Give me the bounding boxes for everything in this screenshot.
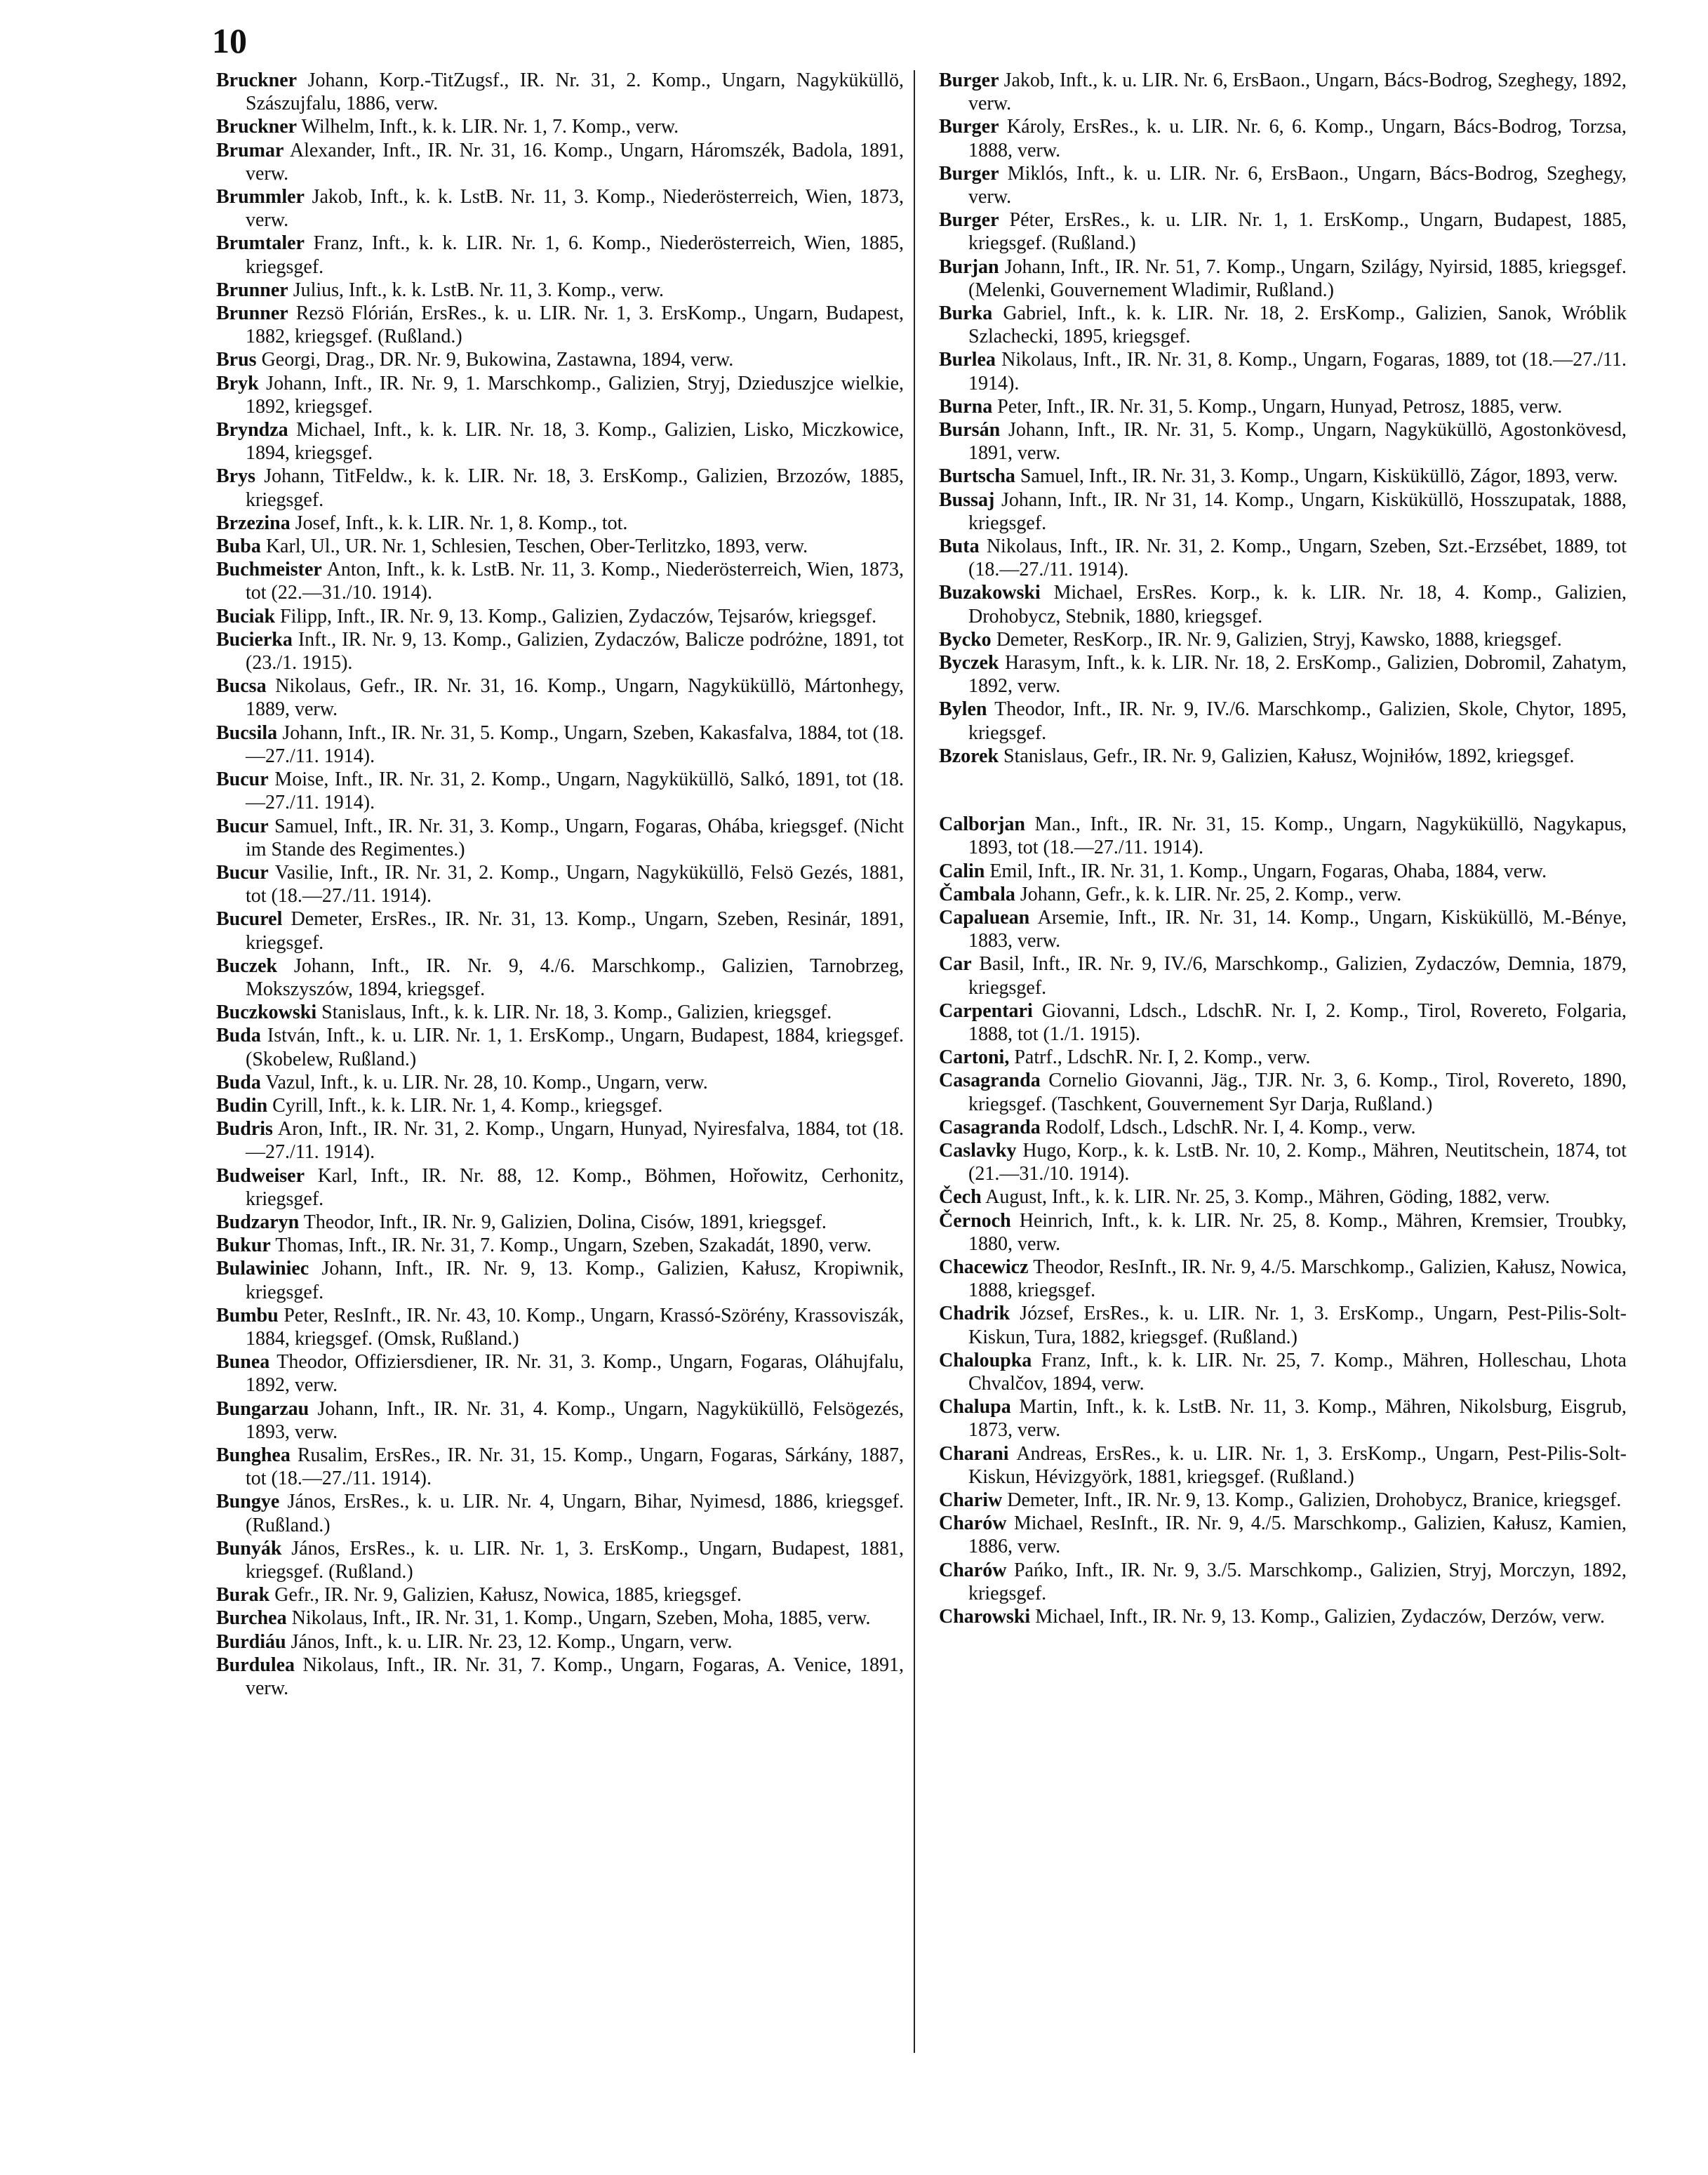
- entry-surname: Chacewicz: [939, 1256, 1029, 1278]
- entry-details: Giovanni, Ldsch., LdschR. Nr. I, 2. Komp., Tirol, Rovereto, Folgaria, 1888, tot (1./1. 1915).: [968, 999, 1627, 1045]
- entry-surname: Charów: [939, 1512, 1007, 1535]
- register-entry: [216, 232, 904, 278]
- entry-details: Johann, Inft., IR. Nr. 9, 13. Komp., Galizien, Kałusz, Kropiwnik, kriegsgef.: [246, 1258, 905, 1303]
- entry-details: Thomas, Inft., IR. Nr. 31, 7. Komp., Ungarn, Szeben, Szakadát, 1890, verw.: [275, 1235, 872, 1257]
- entry-surname: Burka: [939, 302, 993, 325]
- entry-surname: Bucurel: [216, 908, 283, 931]
- register-entry: [939, 1116, 1627, 1139]
- entry-surname: Černoch: [939, 1209, 1011, 1232]
- register-entry: [939, 1395, 1627, 1442]
- entry-details: Miklós, Inft., k. u. LIR. Nr. 6, ErsBaon., Ungarn, Bács-Bodrog, Szeghegy, verw.: [968, 162, 1627, 208]
- entry-surname: Charowski: [939, 1606, 1031, 1628]
- register-entry: [216, 1537, 904, 1583]
- entry-details: Demeter, Inft., IR. Nr. 9, 13. Komp., Galizien, Drohobycz, Branice, kriegsgef.: [1007, 1489, 1622, 1511]
- entry-details: Demeter, ErsRes., IR. Nr. 31, 13. Komp., Ungarn, Szeben, Resinár, 1891, kriegsgef.: [246, 908, 905, 954]
- register-entry: [216, 1630, 904, 1654]
- register-entry: [216, 1024, 904, 1070]
- entry-surname: Bussaj: [939, 488, 995, 511]
- entry-surname: Burger: [939, 116, 999, 138]
- entry-surname: Bukur: [216, 1235, 271, 1257]
- entry-surname: Casagranda: [939, 1070, 1041, 1092]
- register-entry: [939, 69, 1627, 115]
- register-entry: [939, 208, 1627, 255]
- register-entry: [216, 1654, 904, 1700]
- entry-surname: Budweiser: [216, 1164, 305, 1187]
- entry-details: Samuel, Inft., IR. Nr. 31, 3. Komp., Ungarn, Fogaras, Ohába, kriegsgef. (Nicht im Stande des Regimentes.): [246, 815, 904, 860]
- register-entry: [939, 418, 1627, 465]
- register-entry: [216, 768, 904, 814]
- register-entry: [216, 535, 904, 558]
- entry-details: Hugo, Korp., k. k. LstB. Nr. 10, 2. Komp., Mähren, Neutitschein, 1874, tot (21.—31./10. 1914).: [968, 1139, 1627, 1185]
- entry-details: Inft., IR. Nr. 9, 13. Komp., Galizien, Zydaczów, Balicze podróżne, 1891, tot (23./1. 1915).: [246, 628, 904, 674]
- entry-surname: Buda: [216, 1025, 261, 1047]
- register-entry: [216, 418, 904, 465]
- entry-surname: Bucierka: [216, 628, 293, 651]
- register-entry: [939, 906, 1627, 952]
- register-entry: [939, 348, 1627, 394]
- register-entry: [939, 1559, 1627, 1605]
- entry-surname: Burger: [939, 69, 999, 91]
- entry-surname: Brunner: [216, 279, 288, 301]
- entry-surname: Buciak: [216, 605, 276, 627]
- register-entry: [939, 745, 1627, 768]
- register-entry: [939, 1069, 1627, 1115]
- entry-details: Nikolaus, Inft., IR. Nr. 31, 7. Komp., Ungarn, Fogaras, A. Venice, 1891, verw.: [246, 1654, 905, 1700]
- entry-surname: Charani: [939, 1442, 1009, 1465]
- entry-details: Moise, Inft., IR. Nr. 31, 2. Komp., Ungarn, Nagyküküllö, Salkó, 1891, tot (18.—27./11. 1914).: [246, 769, 904, 814]
- entry-details: Johann, Inft., IR. Nr. 31, 5. Komp., Ungarn, Szeben, Kakasfalva, 1884, tot (18.—27./11. 1914).: [246, 721, 905, 767]
- entry-surname: Bursán: [939, 419, 1001, 441]
- entry-surname: Buchmeister: [216, 559, 322, 581]
- register-entry: [939, 1512, 1627, 1558]
- entry-surname: Bungye: [216, 1491, 280, 1513]
- entry-surname: Bycko: [939, 628, 992, 651]
- entry-surname: Bruckner: [216, 69, 298, 91]
- entry-surname: Buczkowski: [216, 1002, 317, 1024]
- entry-details: János, ErsRes., k. u. LIR. Nr. 4, Ungarn, Bihar, Nyimesd, 1886, kriegsgef. (Rußland.): [246, 1491, 904, 1536]
- register-entry: [216, 861, 904, 907]
- entry-surname: Calin: [939, 860, 985, 882]
- entry-surname: Bunyák: [216, 1537, 282, 1559]
- register-entry: [216, 558, 904, 604]
- entry-surname: Bucsa: [216, 675, 267, 698]
- entry-surname: Bzorek: [939, 745, 999, 767]
- entry-details: Julius, Inft., k. k. LstB. Nr. 11, 3. Komp., verw.: [293, 279, 665, 301]
- entry-details: Johann, Inft., IR. Nr. 31, 4. Komp., Ungarn, Nagyküküllö, Felsögezés, 1893, verw.: [246, 1397, 904, 1443]
- entry-details: Stanislaus, Gefr., IR. Nr. 9, Galizien, Kałusz, Wojniłów, 1892, kriegsgef.: [1003, 745, 1575, 767]
- register-entry: [216, 1211, 904, 1234]
- column-divider: [914, 70, 915, 2053]
- entry-details: Martin, Inft., k. k. LstB. Nr. 11, 3. Komp., Mähren, Nikolsburg, Eisgrub, 1873, verw.: [968, 1396, 1627, 1442]
- entry-details: Johann, Inft., IR. Nr. 31, 5. Komp., Ungarn, Nagyküküllö, Agostonkövesd, 1891, verw.: [968, 419, 1627, 465]
- register-entry: [216, 1444, 904, 1490]
- entry-details: Nikolaus, Gefr., IR. Nr. 31, 16. Komp., Ungarn, Nagyküküllö, Mártonhegy, 1889, verw.: [246, 675, 905, 721]
- register-entry: [216, 69, 904, 115]
- right-column: [939, 69, 1627, 1628]
- register-entry: [216, 185, 904, 232]
- entry-surname: Brzezina: [216, 512, 291, 534]
- entry-surname: Buba: [216, 536, 261, 558]
- entry-surname: Bryk: [216, 372, 259, 394]
- register-entry: [939, 115, 1627, 161]
- entry-surname: Byczek: [939, 652, 999, 674]
- entry-surname: Brunner: [216, 302, 288, 325]
- register-entry: [939, 488, 1627, 535]
- register-entry: [216, 1117, 904, 1164]
- entry-surname: Čech: [939, 1186, 982, 1209]
- entry-details: Cornelio Giovanni, Jäg., TJR. Nr. 3, 6. Komp., Tirol, Rovereto, 1890, kriegsgef. (Taschkent, Gouvernement Syr Darja, Rußland.): [968, 1070, 1627, 1115]
- register-entry: [216, 1071, 904, 1094]
- entry-surname: Carpentari: [939, 999, 1033, 1022]
- register-entry: [939, 1139, 1627, 1185]
- entry-surname: Caslavky: [939, 1139, 1017, 1162]
- entry-details: Georgi, Drag., DR. Nr. 9, Bukowina, Zastawna, 1894, verw.: [261, 349, 734, 371]
- register-entry: [939, 1302, 1627, 1348]
- register-entry: [216, 1164, 904, 1211]
- entry-details: Theodor, ResInft., IR. Nr. 9, 4./5. Marschkomp., Galizien, Kałusz, Nowica, 1888, kriegsgef.: [968, 1256, 1627, 1302]
- entry-details: Theodor, Offiziersdiener, IR. Nr. 31, 3. Komp., Ungarn, Fogaras, Oláhujfalu, 1892, verw.: [246, 1351, 904, 1397]
- entry-details: Alexander, Inft., IR. Nr. 31, 16. Komp., Ungarn, Háromszék, Badola, 1891, verw.: [246, 139, 904, 185]
- entry-details: Michael, ResInft., IR. Nr. 9, 4./5. Marschkomp., Galizien, Kałusz, Kamien, 1886, verw.: [968, 1512, 1627, 1558]
- register-entry: [216, 1257, 904, 1303]
- entry-details: Jakob, Inft., k. u. LIR. Nr. 6, ErsBaon., Ungarn, Bács-Bodrog, Szeghegy, 1892, verw.: [968, 69, 1627, 115]
- register-entry: [939, 1256, 1627, 1302]
- entry-details: Harasym, Inft., k. k. LIR. Nr. 18, 2. ErsKomp., Galizien, Dobromil, Zahatym, 1892, verw.: [968, 652, 1627, 698]
- entry-surname: Bruckner: [216, 116, 298, 138]
- entry-details: Pańko, Inft., IR. Nr. 9, 3./5. Marschkomp., Galizien, Stryj, Morczyn, 1892, kriegsgef.: [968, 1559, 1627, 1604]
- entry-surname: Brys: [216, 465, 255, 488]
- page-number: 10: [212, 21, 247, 60]
- register-entry: [939, 395, 1627, 418]
- entry-details: Michael, Inft., k. k. LIR. Nr. 18, 3. Komp., Galizien, Lisko, Miczkowice, 1894, kriegsgef.: [246, 419, 904, 465]
- register-entry: [939, 302, 1627, 348]
- entry-details: Basil, Inft., IR. Nr. 9, IV./6, Marschkomp., Galizien, Zydaczów, Demnia, 1879, kriegsgef.: [968, 953, 1627, 999]
- entry-details: János, ErsRes., k. u. LIR. Nr. 1, 3. ErsKomp., Ungarn, Budapest, 1881, kriegsgef. (Rußland.): [246, 1537, 905, 1583]
- entry-details: Károly, ErsRes., k. u. LIR. Nr. 6, 6. Komp., Ungarn, Bács-Bodrog, Torzsa, 1888, verw.: [968, 116, 1627, 161]
- register-entry: [939, 255, 1627, 302]
- entry-surname: Burger: [939, 209, 999, 232]
- register-entry: [216, 1607, 904, 1630]
- entry-surname: Buta: [939, 536, 980, 558]
- entry-details: Rodolf, Ldsch., LdschR. Nr. I, 4. Komp., verw.: [1045, 1116, 1416, 1138]
- entry-details: Emil, Inft., IR. Nr. 31, 1. Komp., Ungarn, Fogaras, Ohaba, 1884, verw.: [989, 860, 1547, 882]
- entry-details: Demeter, ResKorp., IR. Nr. 9, Galizien, Stryj, Kawsko, 1888, kriegsgef.: [996, 628, 1562, 651]
- entry-surname: Bucsila: [216, 721, 278, 744]
- entry-surname: Bucur: [216, 861, 269, 884]
- entry-details: Rusalim, ErsRes., IR. Nr. 31, 15. Komp., Ungarn, Fogaras, Sárkány, 1887, tot (18.—27./11. 1914).: [246, 1444, 905, 1490]
- register-entry: [939, 1442, 1627, 1489]
- entry-surname: Burdulea: [216, 1654, 295, 1676]
- entry-surname: Charów: [939, 1559, 1007, 1581]
- entry-surname: Burlea: [939, 349, 996, 371]
- register-entry: [939, 1489, 1627, 1512]
- register-entry: [939, 465, 1627, 488]
- entry-surname: Calborjan: [939, 813, 1025, 836]
- entry-surname: Budris: [216, 1118, 273, 1140]
- register-entry: [216, 372, 904, 418]
- entry-surname: Buda: [216, 1071, 261, 1093]
- register-entry: [939, 1185, 1627, 1209]
- entry-surname: Brumar: [216, 139, 284, 161]
- entry-details: Michael, Inft., IR. Nr. 9, 13. Komp., Galizien, Zydaczów, Derzów, verw.: [1035, 1606, 1605, 1628]
- register-entry: [939, 581, 1627, 627]
- register-entry: [216, 955, 904, 1001]
- entry-details: Michael, ErsRes. Korp., k. k. LIR. Nr. 18, 4. Komp., Galizien, Drohobycz, Stebnik, 1880, kriegsgef.: [968, 582, 1627, 627]
- entry-details: Stanislaus, Inft., k. k. LIR. Nr. 18, 3. Komp., Galizien, kriegsgef.: [321, 1002, 832, 1024]
- register-entry: [216, 465, 904, 511]
- entry-details: Theodor, Inft., IR. Nr. 9, IV./6. Marschkomp., Galizien, Skole, Chytor, 1895, kriegsgef.: [968, 698, 1627, 744]
- entry-details: Aron, Inft., IR. Nr. 31, 2. Komp., Ungarn, Hunyad, Nyiresfalva, 1884, tot (18.—27./11. 1914).: [246, 1118, 904, 1164]
- entry-details: Nikolaus, Inft., IR. Nr. 31, 2. Komp., Ungarn, Szeben, Szt.-Erzsébet, 1889, tot (18.—27./11. 1914).: [968, 536, 1627, 581]
- entry-details: Karl, Ul., UR. Nr. 1, Schlesien, Teschen, Ober-Terlitzko, 1893, verw.: [265, 536, 808, 558]
- entry-details: Heinrich, Inft., k. k. LIR. Nr. 25, 8. Komp., Mähren, Kremsier, Troubky, 1880, verw.: [968, 1209, 1627, 1255]
- entry-details: Peter, Inft., IR. Nr. 31, 5. Komp., Ungarn, Hunyad, Petrosz, 1885, verw.: [997, 395, 1563, 418]
- entry-surname: Burtscha: [939, 465, 1015, 488]
- entry-surname: Capaluean: [939, 906, 1030, 929]
- entry-details: János, Inft., k. u. LIR. Nr. 23, 12. Komp., Ungarn, verw.: [291, 1630, 733, 1653]
- entry-details: Péter, ErsRes., k. u. LIR. Nr. 1, 1. ErsKomp., Ungarn, Budapest, 1885, kriegsgef. (Rußland.): [968, 209, 1627, 255]
- register-entry: [216, 628, 904, 674]
- entry-details: August, Inft., k. k. LIR. Nr. 25, 3. Komp., Mähren, Göding, 1882, verw.: [985, 1186, 1550, 1209]
- entry-details: Johann, Inft., IR. Nr 31, 14. Komp., Ungarn, Kisküküllö, Hosszupatak, 1888, kriegsgef.: [968, 488, 1627, 534]
- entry-details: Karl, Inft., IR. Nr. 88, 12. Komp., Böhmen, Hořowitz, Cerhonitz, kriegsgef.: [246, 1164, 905, 1210]
- entries-c-section: [939, 813, 1627, 1628]
- register-entry: [216, 674, 904, 721]
- register-entry: [939, 162, 1627, 208]
- entries-b-section: [939, 69, 1627, 768]
- register-entry: [216, 302, 904, 348]
- register-entry: [216, 721, 904, 768]
- register-entry: [939, 651, 1627, 698]
- entry-details: József, ErsRes., k. u. LIR. Nr. 1, 3. ErsKomp., Ungarn, Pest-Pilis-Solt-Kiskun, Tura, 1882, kriegsgef. (Rußland.): [968, 1303, 1627, 1348]
- entry-details: Peter, ResInft., IR. Nr. 43, 10. Komp., Ungarn, Krassó-Szörény, Krassoviszák, 1884, kriegsgef. (Omsk, Rußland.): [246, 1304, 905, 1350]
- register-entry: [216, 1490, 904, 1536]
- entry-details: Rezsö Flórián, ErsRes., k. u. LIR. Nr. 1, 3. ErsKomp., Ungarn, Budapest, 1882, kriegsgef. (Rußland.): [246, 302, 904, 348]
- entry-details: Johann, TitFeldw., k. k. LIR. Nr. 18, 3. ErsKomp., Galizien, Brzozów, 1885, kriegsgef.: [246, 465, 904, 511]
- entry-details: Gabriel, Inft., k. k. LIR. Nr. 18, 2. ErsKomp., Galizien, Sanok, Wróblik Szlachecki, 1895, kriegsgef.: [968, 302, 1627, 348]
- register-entry: [216, 139, 904, 185]
- register-entry: [216, 1350, 904, 1397]
- register-entry: [216, 348, 904, 371]
- register-entry: [216, 1397, 904, 1444]
- entry-surname: Buczek: [216, 955, 278, 977]
- entry-surname: Burger: [939, 162, 999, 185]
- register-entry: [939, 1349, 1627, 1395]
- entry-surname: Bunghea: [216, 1444, 291, 1466]
- entry-details: Johann, Inft., IR. Nr. 9, 4./6. Marschkomp., Galizien, Tarnobrzeg, Mokszyszów, 1894, kriegsgef.: [246, 955, 905, 1000]
- entry-surname: Bylen: [939, 698, 987, 721]
- register-entry: [216, 279, 904, 302]
- entry-surname: Brus: [216, 349, 257, 371]
- entry-surname: Bunea: [216, 1351, 270, 1373]
- entry-surname: Bucur: [216, 815, 269, 837]
- entry-surname: Chaloupka: [939, 1349, 1032, 1371]
- entry-surname: Brummler: [216, 186, 305, 208]
- entry-surname: Burak: [216, 1584, 270, 1607]
- entry-surname: Bulawiniec: [216, 1258, 309, 1280]
- register-entry: [216, 1234, 904, 1257]
- register-entry: [216, 907, 904, 954]
- entry-surname: Bungarzau: [216, 1397, 309, 1420]
- entry-details: Johann, Inft., IR. Nr. 51, 7. Komp., Ungarn, Szilágy, Nyirsid, 1885, kriegsgef. (Melenki, Gouvernement Wladimir, Rußland.): [968, 255, 1627, 301]
- entry-surname: Burdiáu: [216, 1630, 286, 1653]
- entry-details: Vazul, Inft., k. u. LIR. Nr. 28, 10. Komp., Ungarn, verw.: [265, 1071, 708, 1093]
- entry-details: Samuel, Inft., IR. Nr. 31, 3. Komp., Ungarn, Kisküküllö, Zágor, 1893, verw.: [1020, 465, 1618, 488]
- entry-surname: Bryndza: [216, 419, 288, 441]
- entry-details: Nikolaus, Inft., IR. Nr. 31, 1. Komp., Ungarn, Szeben, Moha, 1885, verw.: [291, 1607, 871, 1630]
- entry-surname: Cartoni,: [939, 1046, 1010, 1069]
- entry-surname: Chadrik: [939, 1303, 1010, 1325]
- register-entry: [939, 1046, 1627, 1069]
- register-entry: [939, 883, 1627, 906]
- entry-surname: Burna: [939, 395, 993, 418]
- register-entry: [216, 1304, 904, 1350]
- entry-details: Arsemie, Inft., IR. Nr. 31, 14. Komp., Ungarn, Kisküküllö, M.-Bénye, 1883, verw.: [968, 906, 1627, 952]
- entry-details: Franz, Inft., k. k. LIR. Nr. 1, 6. Komp., Niederösterreich, Wien, 1885, kriegsgef.: [246, 232, 905, 278]
- register-entry: [939, 535, 1627, 581]
- entry-surname: Chariw: [939, 1489, 1003, 1511]
- register-entry: [939, 1209, 1627, 1256]
- register-entry: [216, 115, 904, 138]
- entry-surname: Chalupa: [939, 1396, 1011, 1418]
- entry-details: Nikolaus, Inft., IR. Nr. 31, 8. Komp., Ungarn, Fogaras, 1889, tot (18.—27./11. 1914).: [968, 349, 1627, 394]
- entry-details: Patrf., LdschR. Nr. I, 2. Komp., verw.: [1014, 1046, 1311, 1069]
- register-entry: [939, 999, 1627, 1046]
- register-entry: [939, 860, 1627, 883]
- section-gap: [939, 768, 1627, 813]
- entry-details: Man., Inft., IR. Nr. 31, 15. Komp., Ungarn, Nagyküküllö, Nagykapus, 1893, tot (18.—27./11. 1914).: [968, 813, 1627, 859]
- entry-details: Franz, Inft., k. k. LIR. Nr. 25, 7. Komp., Mähren, Holleschau, Lhota Chvalčov, 1894, verw.: [968, 1349, 1627, 1395]
- entry-details: Andreas, ErsRes., k. u. LIR. Nr. 1, 3. ErsKomp., Ungarn, Pest-Pilis-Solt-Kiskun, Hévizgyörk, 1881, kriegsgef. (Rußland.): [968, 1442, 1627, 1488]
- left-column: [216, 69, 904, 1700]
- entry-details: István, Inft., k. u. LIR. Nr. 1, 1. ErsKomp., Ungarn, Budapest, 1884, kriegsgef. (Skobelew, Rußland.): [246, 1025, 904, 1070]
- entry-surname: Bucur: [216, 769, 269, 791]
- entry-details: Gefr., IR. Nr. 9, Galizien, Kałusz, Nowica, 1885, kriegsgef.: [274, 1584, 742, 1607]
- entry-details: Vasilie, Inft., IR. Nr. 31, 2. Komp., Ungarn, Nagyküküllö, Felsö Gezés, 1881, tot (18.—27./11. 1914).: [246, 861, 905, 907]
- entry-details: Wilhelm, Inft., k. k. LIR. Nr. 1, 7. Komp., verw.: [301, 116, 679, 138]
- register-entry: [216, 815, 904, 861]
- entry-details: Filipp, Inft., IR. Nr. 9, 13. Komp., Galizien, Zydaczów, Tejsarów, kriegsgef.: [280, 605, 877, 627]
- entry-details: Johann, Inft., IR. Nr. 9, 1. Marschkomp., Galizien, Stryj, Dzieduszjce wielkie, 1892, kriegsgef.: [246, 372, 905, 418]
- entry-details: Johann, Korp.-TitZugsf., IR. Nr. 31, 2. Komp., Ungarn, Nagyküküllö, Szászujfalu, 1886, verw.: [246, 69, 905, 115]
- entry-surname: Buzakowski: [939, 582, 1041, 604]
- register-entry: [216, 1583, 904, 1607]
- entry-details: Cyrill, Inft., k. k. LIR. Nr. 1, 4. Komp., kriegsgef.: [272, 1094, 663, 1117]
- entry-details: Josef, Inft., k. k. LIR. Nr. 1, 8. Komp., tot.: [295, 512, 628, 534]
- entry-surname: Budzaryn: [216, 1211, 300, 1233]
- register-entry: [939, 952, 1627, 999]
- register-entry: [216, 605, 904, 628]
- entry-surname: Car: [939, 953, 972, 976]
- entry-details: Jakob, Inft., k. k. LstB. Nr. 11, 3. Komp., Niederösterreich, Wien, 1873, verw.: [246, 186, 904, 232]
- entry-surname: Burchea: [216, 1607, 287, 1630]
- register-entry: [216, 1001, 904, 1024]
- entry-surname: Budin: [216, 1094, 268, 1117]
- register-entry: [216, 1094, 904, 1117]
- entry-surname: Burjan: [939, 255, 999, 278]
- entry-details: Anton, Inft., k. k. LstB. Nr. 11, 3. Komp., Niederösterreich, Wien, 1873, tot (22.—31./10. 1914).: [246, 559, 904, 604]
- entry-surname: Brumtaler: [216, 232, 305, 255]
- register-entry: [939, 628, 1627, 651]
- register-entry: [939, 698, 1627, 744]
- register-entry: [939, 813, 1627, 859]
- entry-surname: Casagranda: [939, 1116, 1041, 1138]
- entry-details: Johann, Gefr., k. k. LIR. Nr. 25, 2. Komp., verw.: [1020, 883, 1402, 905]
- entry-surname: Bumbu: [216, 1304, 279, 1326]
- entry-surname: Čambala: [939, 883, 1015, 905]
- entry-details: Theodor, Inft., IR. Nr. 9, Galizien, Dolina, Cisów, 1891, kriegsgef.: [303, 1211, 827, 1233]
- register-entry: [216, 512, 904, 535]
- register-entry: [939, 1605, 1627, 1628]
